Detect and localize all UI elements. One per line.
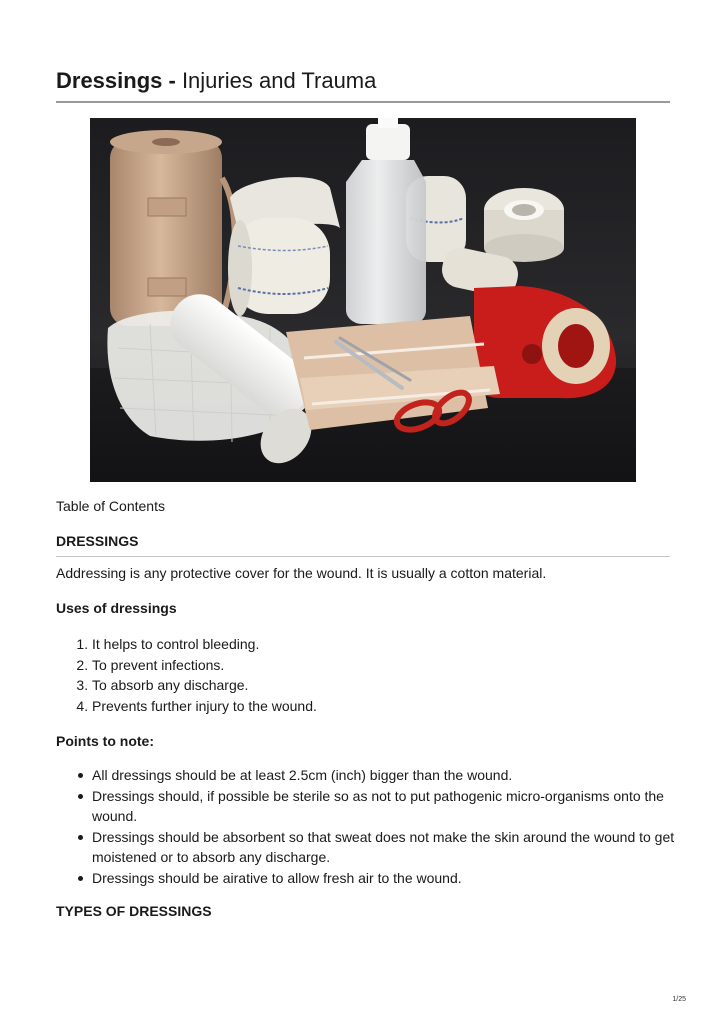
list-item: 1. It helps to control bleeding. bbox=[92, 634, 317, 655]
page-number: 1/25 bbox=[672, 996, 686, 1003]
section-heading-types: TYPES OF DRESSINGS bbox=[56, 903, 212, 919]
list-item: All dressings should be at least 2.5cm (inch) bigger than the wound. bbox=[92, 765, 706, 786]
list-item: Dressings should be absorbent so that sweat does not make the skin around the wound to get moistened or to absorb any discharge. bbox=[92, 827, 706, 868]
list-item: Dressings should, if possible be sterile so as not to put pathogenic micro-organisms onto the wound. bbox=[92, 786, 706, 827]
list-item: 3. To absorb any discharge. bbox=[92, 675, 317, 696]
intro-paragraph: Addressing is any protective cover for the wound. It is usually a cotton material. bbox=[56, 565, 547, 581]
section-divider bbox=[56, 556, 670, 557]
uses-list bbox=[56, 634, 317, 716]
gauze-roll-icon bbox=[228, 177, 340, 316]
first-aid-supplies-photo bbox=[90, 118, 636, 482]
title-subtitle: Injuries and Trauma bbox=[181, 68, 377, 93]
crepe-bandage-icon bbox=[110, 130, 235, 326]
page-title bbox=[56, 66, 376, 96]
title-divider bbox=[56, 101, 670, 103]
adhesive-tape-reel-icon bbox=[484, 188, 564, 262]
subheading-points-to-note: Points to note: bbox=[56, 733, 154, 749]
list-item: 2. To prevent infections. bbox=[92, 655, 317, 676]
list-item: Dressings should be airative to allow fresh air to the wound. bbox=[92, 868, 706, 889]
title-bold: Dressings - bbox=[56, 68, 182, 93]
table-of-contents-link[interactable]: Table of Contents bbox=[56, 498, 165, 514]
section-heading-dressings: DRESSINGS bbox=[56, 533, 139, 549]
subheading-uses: Uses of dressings bbox=[56, 600, 177, 616]
points-list bbox=[56, 765, 706, 888]
list-item: 4. Prevents further injury to the wound. bbox=[92, 696, 317, 717]
